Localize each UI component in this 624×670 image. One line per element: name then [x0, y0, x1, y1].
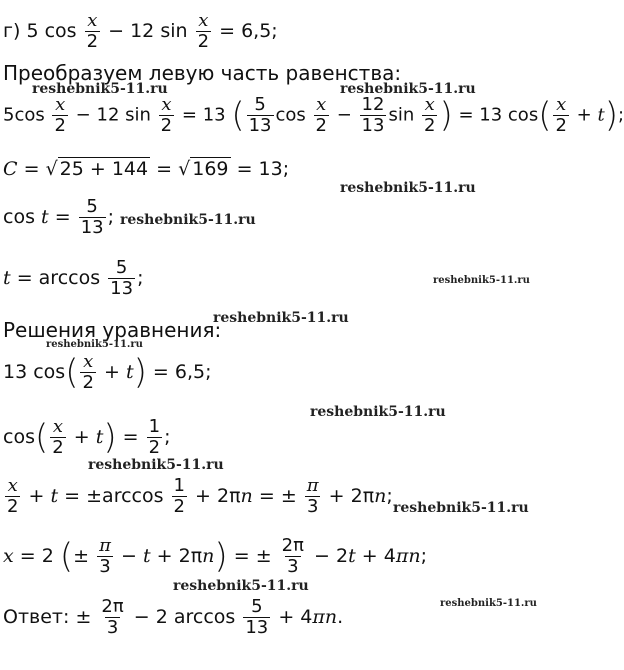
watermark: reshebnik5-11.ru: [433, 275, 530, 286]
m: 3: [106, 617, 119, 638]
m: 2: [155, 606, 168, 628]
m: 2π: [101, 596, 124, 617]
m: arccos: [102, 485, 164, 507]
m: 2π: [281, 535, 304, 556]
m: n: [408, 545, 421, 567]
m: 2: [86, 31, 99, 52]
m: cos: [507, 104, 539, 126]
m: t: [142, 545, 151, 567]
m: 3: [99, 556, 111, 577]
m: +: [576, 104, 592, 126]
m: x: [161, 94, 172, 115]
m: =: [233, 545, 250, 567]
m: 2: [173, 496, 185, 517]
m: =: [16, 267, 33, 289]
m: =: [236, 158, 253, 180]
m: 12: [361, 94, 385, 115]
m: +: [328, 485, 345, 507]
m: x: [198, 10, 209, 31]
m: 2: [148, 437, 161, 458]
m: n: [240, 485, 253, 507]
m: 5: [26, 20, 39, 42]
fraction: [280, 537, 306, 576]
watermark: reshebnik5-11.ru: [32, 81, 168, 97]
m: 2: [52, 437, 64, 458]
m: 13: [202, 104, 226, 126]
m: C: [3, 158, 18, 180]
m: ±: [86, 485, 103, 507]
m: −: [314, 545, 330, 567]
m: +: [361, 545, 378, 567]
m: 5: [3, 104, 15, 126]
fraction: [360, 96, 387, 135]
m: ;: [137, 267, 144, 289]
m: 2π: [178, 545, 203, 567]
m: ;: [386, 485, 393, 507]
fraction: [50, 418, 65, 457]
m: (: [231, 95, 245, 136]
m: 13: [258, 158, 283, 180]
m: arccos: [38, 267, 101, 289]
m: 2π: [217, 485, 241, 507]
equation-cos-half: [3, 418, 171, 457]
m: π: [99, 535, 111, 556]
m: =: [64, 485, 81, 507]
m: 5: [86, 196, 98, 217]
m: ;: [205, 361, 212, 383]
m: ;: [282, 158, 290, 180]
m: cos: [275, 104, 306, 126]
fraction: [97, 537, 113, 576]
m: x: [556, 94, 567, 115]
m: cos: [14, 104, 45, 126]
m: 13: [248, 115, 272, 136]
fraction: [80, 353, 95, 392]
m: −: [75, 104, 91, 126]
m: =: [181, 104, 197, 126]
m: sin: [160, 20, 188, 42]
m: 5: [115, 257, 128, 278]
m: (: [538, 95, 552, 136]
fraction: [108, 259, 135, 298]
m: 13: [479, 104, 503, 126]
equation-x: [3, 537, 427, 576]
m: ): [604, 95, 618, 136]
m: x: [424, 94, 435, 115]
m: 2π: [350, 485, 375, 507]
m: ;: [420, 545, 427, 567]
watermark: reshebnik5-11.ru: [310, 404, 446, 420]
m: ;: [617, 104, 624, 126]
m: −: [336, 104, 352, 126]
m: x: [52, 416, 64, 437]
m: 13: [110, 278, 134, 299]
m: (: [65, 352, 79, 393]
m: 12: [130, 20, 155, 42]
equation-given: [3, 12, 278, 51]
m: 2: [555, 115, 567, 136]
m: √: [45, 158, 58, 180]
m: x: [55, 94, 66, 115]
equation-general: [3, 477, 393, 516]
m: 2: [41, 545, 54, 567]
m: .: [337, 606, 344, 628]
m: π: [395, 545, 409, 567]
m: arccos: [173, 606, 236, 628]
m: 2: [423, 115, 436, 136]
m: −: [121, 545, 137, 567]
m: 1: [173, 475, 185, 496]
heading-solutions: Решения уравнения:: [3, 318, 222, 342]
fraction: [99, 598, 125, 637]
fraction: [172, 477, 187, 516]
m: 2: [54, 115, 66, 136]
m: x: [83, 351, 94, 372]
fraction: [79, 198, 106, 237]
m: ±: [75, 606, 92, 628]
watermark: reshebnik5-11.ru: [440, 598, 537, 609]
fraction: [553, 96, 568, 135]
m: ): [103, 417, 117, 458]
m: 4: [300, 606, 313, 628]
m: sin: [125, 104, 151, 126]
m: =: [122, 426, 139, 448]
m: cos: [3, 426, 35, 448]
m: 5: [251, 596, 263, 617]
m: ;: [164, 426, 171, 448]
m: ±: [255, 545, 272, 567]
m: √: [178, 158, 191, 180]
m: +: [195, 485, 211, 507]
heading-transform: Преобразуем левую часть равенства:: [3, 61, 402, 85]
m: 13: [3, 361, 28, 383]
m: x: [87, 10, 98, 31]
m: 3: [306, 496, 319, 517]
m: ±: [280, 485, 297, 507]
m: 13: [80, 217, 104, 238]
m: 2: [7, 496, 19, 517]
m: (: [34, 417, 49, 458]
m: ±: [73, 545, 90, 567]
m: 3: [287, 556, 299, 577]
answer: [3, 598, 343, 637]
m: x: [3, 545, 14, 567]
m: cos: [3, 206, 35, 228]
m: t: [3, 267, 11, 289]
m: +: [103, 361, 120, 383]
equation-c: [3, 160, 289, 179]
m: +: [278, 606, 295, 628]
m: cos: [33, 361, 66, 383]
watermark: reshebnik5-11.ru: [340, 180, 476, 196]
m: =: [54, 206, 71, 228]
m: 6,5: [174, 361, 206, 383]
m: π: [306, 475, 319, 496]
m: t: [125, 361, 134, 383]
m: n: [324, 606, 338, 628]
m: ): [214, 536, 228, 577]
m: −: [108, 20, 125, 42]
m: =: [19, 545, 36, 567]
watermark: reshebnik5-11.ru: [340, 81, 476, 97]
fraction: [159, 96, 174, 135]
equation-cos-t: [3, 198, 114, 237]
m: 4: [383, 545, 396, 567]
m: 2: [315, 115, 327, 136]
m: =: [458, 104, 474, 126]
answer-label: Ответ:: [3, 606, 70, 628]
equation-transform: [3, 96, 624, 135]
equation-t: [3, 259, 143, 298]
m: 1: [148, 416, 161, 437]
m: 25 + 144: [59, 158, 149, 180]
m: =: [152, 361, 169, 383]
m: 2: [82, 372, 94, 393]
m: n: [374, 485, 387, 507]
m: =: [156, 158, 173, 180]
m: 13: [361, 115, 385, 136]
m: ): [133, 352, 147, 393]
m: ): [439, 95, 453, 136]
m: ;: [107, 206, 114, 228]
m: +: [156, 545, 173, 567]
m: −: [133, 606, 150, 628]
m: π: [312, 606, 325, 628]
m: 2: [335, 545, 349, 567]
m: t: [597, 104, 605, 126]
m: 12: [96, 104, 120, 126]
label-g: г): [3, 20, 21, 42]
fraction: [314, 96, 329, 135]
fraction: [147, 418, 162, 457]
m: 2: [160, 115, 173, 136]
m: t: [348, 545, 356, 567]
m: +: [73, 426, 90, 448]
m: 5: [254, 94, 266, 115]
fraction: [5, 477, 20, 516]
m: (: [59, 536, 74, 577]
m: cos: [44, 20, 77, 42]
m: ;: [271, 20, 278, 42]
m: t: [95, 426, 104, 448]
fraction: [85, 12, 100, 51]
fraction: [52, 96, 67, 135]
watermark: reshebnik5-11.ru: [46, 339, 143, 350]
m: +: [28, 485, 45, 507]
m: x: [316, 94, 327, 115]
fraction: [247, 96, 274, 135]
fraction: [422, 96, 437, 135]
m: t: [50, 485, 59, 507]
fraction: [305, 477, 321, 516]
fraction: [243, 598, 270, 637]
watermark: reshebnik5-11.ru: [213, 310, 349, 326]
fraction: [196, 12, 211, 51]
m: 169: [192, 158, 229, 180]
m: 2: [197, 31, 210, 52]
m: =: [219, 20, 236, 42]
m: 6,5: [241, 20, 272, 42]
m: sin: [388, 104, 415, 126]
m: =: [258, 485, 275, 507]
watermark: reshebnik5-11.ru: [120, 212, 256, 228]
watermark: reshebnik5-11.ru: [88, 457, 224, 473]
m: x: [7, 475, 18, 496]
equation-13cos: [3, 353, 212, 392]
m: 13: [245, 617, 269, 638]
m: t: [41, 206, 49, 228]
m: n: [202, 545, 215, 567]
m: =: [23, 158, 40, 180]
watermark: reshebnik5-11.ru: [393, 500, 529, 516]
watermark: reshebnik5-11.ru: [173, 578, 309, 594]
